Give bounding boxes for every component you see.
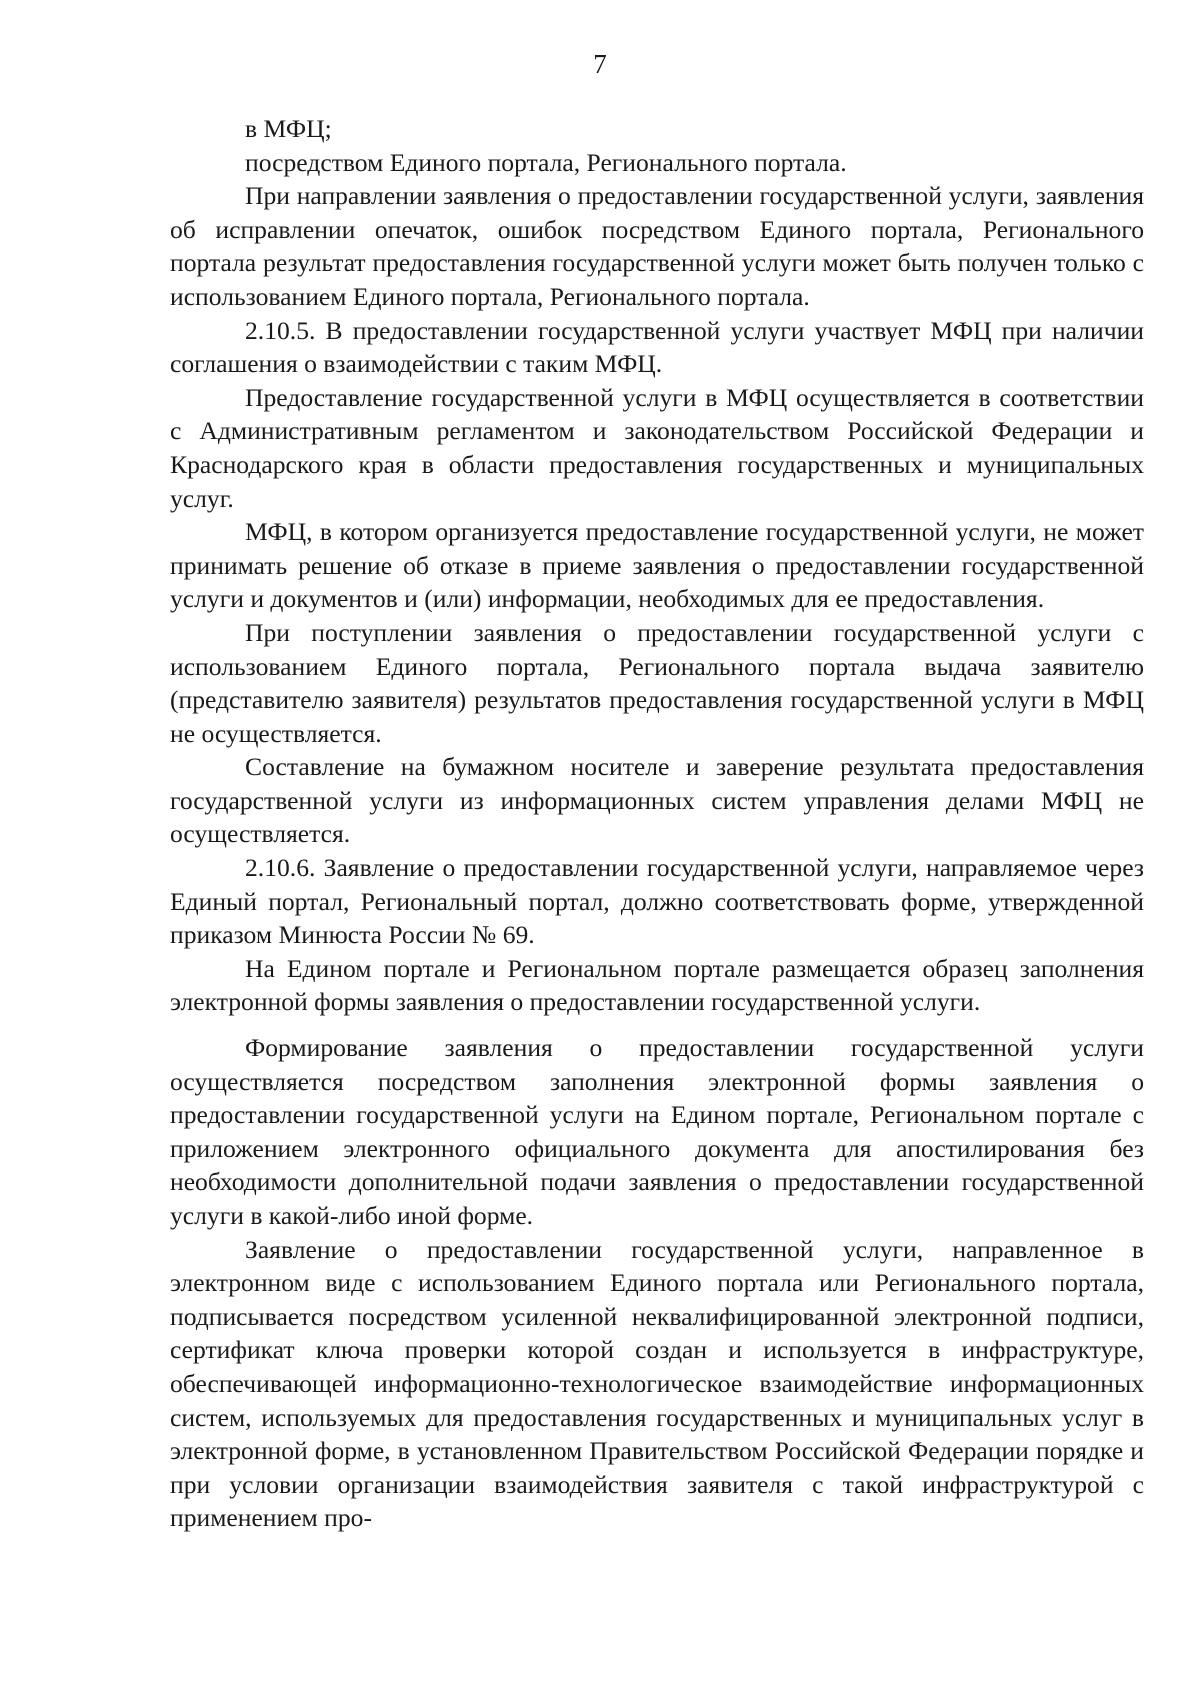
paragraph-7: При поступлении заявления о предоставлении государственной услуги с использованием Единого портала, Регионального портала выдача заявителю (представителю заявителя) результатов предоставления государственной услуги в МФЦ не осуществляется. — [170, 617, 1144, 748]
paragraph-11: Формирование заявления о предоставлении государственной услуги осуществляется посредством заполнения электронной формы заявления о предоставлении государственной услуги на Едином портале, Региональном портале с приложением электронного официального документа для апостилирования без необходимости дополнительной подачи заявления о предоставлении государственной услуги в какой-либо иной форме. — [170, 1033, 1144, 1230]
paragraph-6: МФЦ, в котором организуется предоставление государственной услуги, не может принимать решение об отказе в приеме заявления о предоставлении государственной услуги и документов и (или) информации, необходимых для ее предоставления. — [170, 517, 1144, 614]
paragraph-12: Заявление о предоставлении государственной услуги, направленное в электронном виде с использованием Единого портала или Регионального портала, подписывается посредством усиленной неквалифицированной электронной подписи, сертификат ключа проверки которой создан и используется в инфраструктуре, обеспечивающей информационно-технологическое взаимодействие информационных систем, используемых для предоставления государственных и муниципальных услуг в электронной форме, в установленном Правительством Российской Федерации порядке и при условии организации взаимодействия заявителя с такой инфраструктурой с применением про- — [170, 1234, 1144, 1533]
page-number: 7 — [593, 49, 607, 79]
paragraph-8: Составление на бумажном носителе и заверение результата предоставления государственной услуги из информационных систем управления делами МФЦ не осуществляется. — [170, 752, 1144, 849]
paragraph-2: посредством Единого портала, Регионального портала. — [245, 147, 847, 177]
paragraph-5: Предоставление государственной услуги в МФЦ осуществляется в соответствии с Административным регламентом и законодательством Российской Федерации и Краснодарского края в области предоставления государственных и муниципальных услуг. — [170, 382, 1144, 513]
paragraph-1: в МФЦ; — [245, 114, 332, 143]
paragraph-3: При направлении заявления о предоставлении государственной услуги, заявления об исправлении опечаток, ошибок посредством Единого портала, Регионального портала результат предоставления государственной услуги может быть получен только с использованием Единого портала, Регионального портала. — [170, 181, 1144, 311]
paragraph-9: 2.10.6. Заявление о предоставлении государственной услуги, направляемое через Единый портал, Региональный портал, должно соответствовать форме, утвержденной приказом Минюста России № 69. — [170, 853, 1144, 950]
paragraph-10: На Едином портале и Региональном портале размещается образец заполнения электронной формы заявления о предоставлении государственной услуги. — [170, 953, 1144, 1017]
document-body — [170, 112, 1144, 1535]
paragraph-4: 2.10.5. В предоставлении государственной услуги участвует МФЦ при наличии соглашения о взаимодействии с таким МФЦ. — [170, 315, 1144, 379]
